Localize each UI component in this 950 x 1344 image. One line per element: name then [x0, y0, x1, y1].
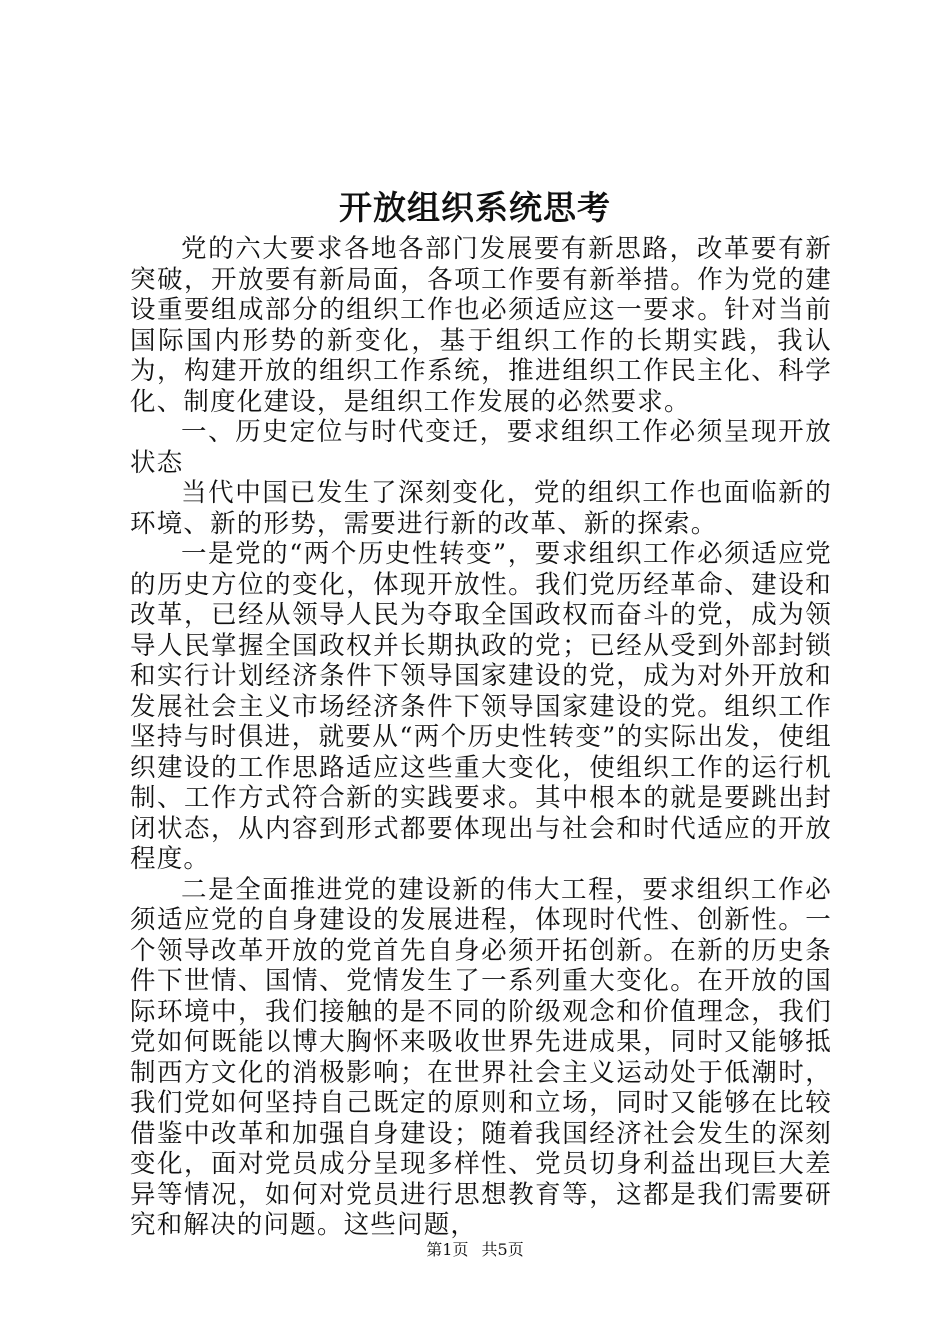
document-title: 开放组织系统思考: [339, 188, 611, 227]
page-total: 共5页: [481, 1240, 524, 1259]
page-number: 第1页: [426, 1240, 469, 1259]
page-footer: [0, 1239, 950, 1261]
paragraph-point-one: 一是党的“两个历史性转变”，要求组织工作必须适应党的历史方位的变化，体现开放性。我们党历经革命、建设和改革，已经从领导人民为夺取全国政权而奋斗的党，成为领导人民掌握全国政权并长期执政的党；已经从受到外部封锁和实行计划经济条件下领导国家建设的党，成为对外开放和发展社会主义市场经济条件下领导国家建设的党。组织工作坚持与时俱进，就要从“两个历史性转变”的实际出发，使组织建设的工作思路适应这些重大变化，使组织工作的运行机制、工作方式符合新的实践要求。其中根本的就是要跳出封闭状态，从内容到形式都要体现出与社会和时代适应的开放程度。: [130, 539, 832, 874]
paragraph-intro: 党的六大要求各地各部门发展要有新思路，改革要有新突破，开放要有新局面，各项工作要有新举措。作为党的建设重要组成部分的组织工作也必须适应这一要求。针对当前国际国内形势的新变化，基于组织工作的长期实践，我认为，构建开放的组织工作系统，推进组织工作民主化、科学化、制度化建设，是组织工作发展的必然要求。: [130, 234, 832, 417]
paragraph-point-two: 二是全面推进党的建设新的伟大工程，要求组织工作必须适应党的自身建设的发展进程，体现时代性、创新性。一个领导改革开放的党首先自身必须开拓创新。在新的历史条件下世情、国情、党情发生了一系列重大变化。在开放的国际环境中，我们接触的是不同的阶级观念和价值理念，我们党如何既能以博大胸怀来吸收世界先进成果，同时又能够抵制西方文化的消极影响；在世界社会主义运动处于低潮时，我们党如何坚持自己既定的原则和立场，同时又能够在比较借鉴中改革和加强自身建设；随着我国经济社会发生的深刻变化，面对党员成分呈现多样性、党员切身利益出现巨大差异等情况，如何对党员进行思想教育等，这都是我们需要研究和解决的问题。这些问题，: [130, 874, 832, 1240]
document-body: [130, 234, 832, 1241]
section-heading: 一、历史定位与时代变迁，要求组织工作必须呈现开放状态: [130, 417, 832, 478]
paragraph-context: 当代中国已发生了深刻变化，党的组织工作也面临新的环境、新的形势，需要进行新的改革、新的探索。: [130, 478, 832, 539]
